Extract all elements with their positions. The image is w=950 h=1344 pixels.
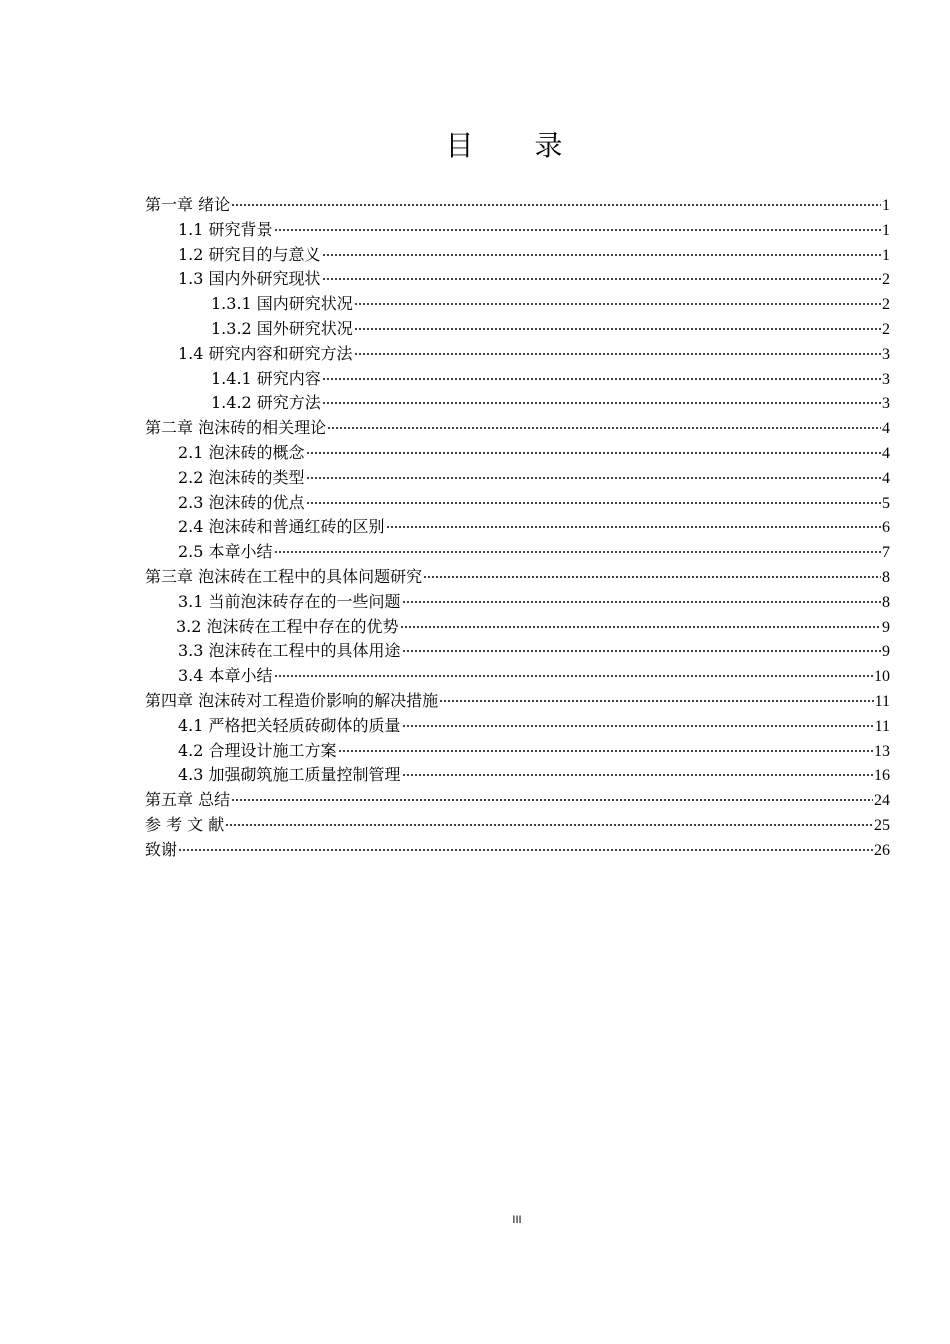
toc-entry-page: 9: [882, 643, 890, 661]
toc-entry[interactable]: [145, 342, 890, 367]
toc-entry[interactable]: [145, 391, 890, 416]
toc-leader-dots: [322, 378, 881, 380]
toc-entry-label: 致谢: [145, 839, 178, 859]
toc-leader-dots: [402, 650, 881, 652]
toc-entry-page: 2: [882, 320, 890, 338]
toc-entry-page: 13: [874, 742, 890, 760]
toc-entry-label: 第一章 绪论: [145, 195, 231, 214]
toc-entry[interactable]: [145, 441, 890, 466]
toc-entry[interactable]: [145, 714, 890, 739]
toc-entry-page: 1: [882, 197, 890, 214]
toc-entry[interactable]: [145, 689, 890, 714]
toc-leader-dots: [439, 700, 874, 702]
toc-entry-page: 11: [874, 717, 890, 735]
toc-entry-label: 3.4 本章小结: [178, 666, 273, 686]
toc-leader-dots: [306, 502, 881, 504]
toc-leader-dots: [322, 278, 881, 280]
toc-entry[interactable]: [145, 813, 890, 838]
toc-entry-label: 2.4 泡沫砖和普通红砖的区别: [178, 517, 385, 537]
toc-leader-dots: [178, 849, 873, 851]
toc-leader-dots: [402, 774, 873, 776]
toc-entry[interactable]: [145, 565, 890, 590]
page-number: III: [512, 1214, 522, 1226]
toc-entry-label: 3.2 泡沫砖在工程中存在的优势: [176, 616, 399, 636]
toc-leader-dots: [400, 626, 881, 628]
toc-leader-dots: [423, 576, 881, 578]
toc-entry-page: 6: [882, 519, 890, 537]
toc-entry-label: 第三章 泡沫砖在工程中的具体问题研究: [145, 566, 423, 586]
toc-entry[interactable]: [145, 515, 890, 540]
toc-entry-page: 5: [882, 494, 890, 512]
toc-leader-dots: [354, 328, 881, 330]
toc-entry-page: 24: [874, 792, 890, 810]
table-of-contents: [145, 193, 890, 863]
toc-leader-dots: [274, 229, 881, 231]
toc-entry-page: 3: [882, 345, 890, 363]
toc-leader-dots: [231, 799, 873, 801]
toc-entry-page: 9: [882, 618, 890, 636]
toc-entry[interactable]: [145, 788, 890, 813]
toc-leader-dots: [322, 254, 881, 256]
toc-entry[interactable]: [145, 664, 890, 689]
toc-entry-label: 1.4.1 研究内容: [211, 368, 321, 388]
toc-leader-dots: [225, 824, 873, 826]
page-title: 目 录: [445, 129, 589, 162]
toc-entry-page: 4: [882, 444, 890, 462]
toc-entry-page: 4: [882, 469, 890, 487]
toc-entry-label: 1.4 研究内容和研究方法: [178, 343, 353, 363]
toc-leader-dots: [322, 402, 881, 404]
toc-entry-page: 8: [882, 568, 890, 586]
toc-entry-page: 3: [882, 395, 890, 413]
toc-entry[interactable]: [145, 615, 890, 640]
toc-leader-dots: [274, 551, 881, 553]
toc-entry-label: 4.1 严格把关轻质砖砌体的质量: [178, 715, 401, 735]
toc-leader-dots: [231, 204, 881, 206]
toc-entry-label: 第二章 泡沫砖的相关理论: [145, 418, 327, 438]
toc-entry-page: 16: [874, 767, 890, 785]
toc-entry-page: 4: [882, 420, 890, 438]
toc-leader-dots: [338, 750, 873, 752]
toc-entry[interactable]: [145, 838, 890, 863]
toc-entry[interactable]: [145, 292, 890, 317]
toc-entry[interactable]: [145, 639, 890, 664]
toc-entry-page: 11: [874, 692, 890, 710]
toc-leader-dots: [402, 725, 874, 727]
toc-leader-dots: [354, 353, 881, 355]
toc-entry-page: 26: [874, 841, 890, 859]
toc-entry-label: 2.2 泡沫砖的类型: [178, 467, 305, 487]
toc-entry[interactable]: [145, 367, 890, 392]
toc-entry-label: 1.3.1 国内研究状况: [211, 294, 353, 314]
toc-entry[interactable]: [145, 193, 890, 218]
toc-leader-dots: [327, 427, 881, 429]
toc-leader-dots: [402, 601, 881, 603]
toc-entry-page: 2: [882, 296, 890, 314]
toc-entry-label: 2.5 本章小结: [178, 542, 273, 562]
toc-entry-page: 1: [882, 246, 890, 264]
toc-entry-label: 1.3.2 国外研究状况: [211, 318, 353, 338]
toc-entry-label: 2.3 泡沫砖的优点: [178, 492, 305, 512]
toc-entry[interactable]: [145, 540, 890, 565]
toc-entry-label: 4.3 加强砌筑施工质量控制管理: [178, 765, 401, 785]
toc-entry[interactable]: [145, 763, 890, 788]
toc-entry[interactable]: [145, 590, 890, 615]
toc-leader-dots: [386, 526, 881, 528]
toc-entry-page: 2: [882, 271, 890, 289]
toc-entry-label: 3.3 泡沫砖在工程中的具体用途: [178, 641, 401, 661]
toc-entry-label: 参 考 文 献: [145, 814, 225, 834]
toc-entry[interactable]: [145, 218, 890, 243]
toc-entry-page: 10: [874, 668, 890, 686]
toc-entry-page: 7: [882, 544, 890, 562]
toc-entry-label: 第四章 泡沫砖对工程造价影响的解决措施: [145, 690, 439, 710]
toc-entry-label: 1.1 研究背景: [178, 219, 273, 239]
toc-leader-dots: [274, 675, 873, 677]
toc-entry-label: 3.1 当前泡沫砖存在的一些问题: [178, 591, 401, 611]
toc-leader-dots: [354, 303, 881, 305]
toc-entry-label: 2.1 泡沫砖的概念: [178, 442, 305, 462]
toc-leader-dots: [306, 452, 881, 454]
toc-entry[interactable]: [145, 416, 890, 441]
toc-entry-label: 1.3 国内外研究现状: [178, 269, 321, 289]
toc-entry-page: 8: [882, 593, 890, 611]
toc-entry-label: 4.2 合理设计施工方案: [178, 740, 337, 760]
toc-entry-page: 1: [882, 221, 890, 239]
toc-entry[interactable]: [145, 243, 890, 268]
toc-entry-label: 第五章 总结: [145, 790, 231, 810]
toc-leader-dots: [306, 477, 881, 479]
toc-entry[interactable]: [145, 739, 890, 764]
toc-entry[interactable]: [145, 491, 890, 516]
toc-entry-page: 25: [874, 816, 890, 834]
toc-entry-label: 1.2 研究目的与意义: [178, 244, 321, 264]
toc-entry[interactable]: [145, 466, 890, 491]
toc-entry-page: 3: [882, 370, 890, 388]
toc-entry-label: 1.4.2 研究方法: [211, 393, 321, 413]
toc-entry[interactable]: [145, 317, 890, 342]
toc-entry[interactable]: [145, 267, 890, 292]
